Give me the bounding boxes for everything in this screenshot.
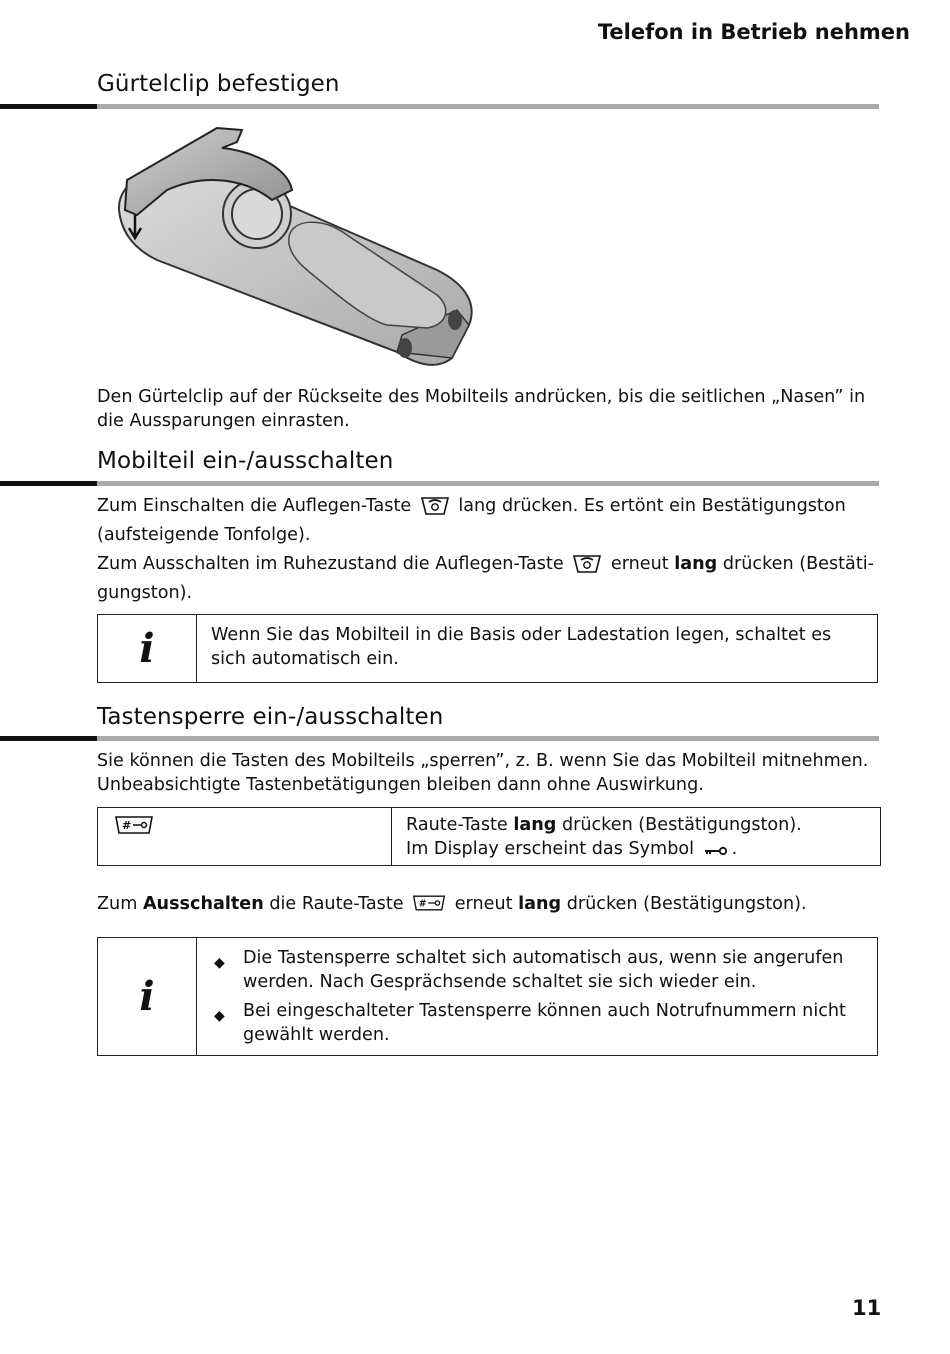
info-icon-cell xyxy=(98,938,197,1055)
info-bullet-item: ◆ Die Tastensperre schaltet sich automatisch aus, wenn sie angerufen werden. Nach Gesprächsende schaltet sie sich wieder ein. xyxy=(214,948,844,992)
key-description-line2: Im Display erscheint das Symbol . xyxy=(406,837,802,863)
power-on-paragraph: Zum Einschalten die Auflegen-Taste lang drücken. Es ertönt ein Bestätigungston (aufsteigende Tonfolge). xyxy=(97,496,846,545)
info-bullet-list xyxy=(210,946,863,1052)
running-header: Telefon in Betrieb nehmen xyxy=(597,20,910,44)
section-rule-gray xyxy=(97,736,879,741)
diamond-bullet-icon: ◆ xyxy=(214,955,225,971)
power-off-paragraph: Zum Ausschalten im Ruhezustand die Auflegen-Taste erneut lang drücken (Bestäti-gungston). xyxy=(97,554,874,603)
section-rule-gray xyxy=(97,481,879,486)
keylock-off-instructions: Zum Ausschalten die Raute-Taste # erneut lang drücken (Bestätigungston). xyxy=(97,892,887,921)
section-rule-dark xyxy=(0,481,97,486)
info-text: Wenn Sie das Mobilteil in die Basis oder Ladestation legen, schaltet es sich automatisch ein. xyxy=(211,625,832,669)
section-title-power: Mobilteil ein-/ausschalten xyxy=(97,448,394,474)
svg-text:#: # xyxy=(122,819,132,832)
info-box-power xyxy=(97,614,878,683)
key-lock-icon xyxy=(703,839,729,863)
keylock-intro: Sie können die Tasten des Mobilteils „sperren”, z. B. wenn Sie das Mobilteil mitnehmen. Unbeabsichtigte Tastenbetätigungen bleiben dann ohne Auswirkung. xyxy=(97,751,869,795)
section-rule-dark xyxy=(0,736,97,741)
key-cell xyxy=(98,808,392,865)
handset-belt-clip-illustration xyxy=(97,120,487,380)
info-icon: i xyxy=(139,625,155,672)
diamond-bullet-icon: ◆ xyxy=(214,1008,225,1024)
section-title-belt-clip: Gürtelclip befestigen xyxy=(97,71,340,97)
info-box-keylock xyxy=(97,937,878,1056)
end-call-key-icon xyxy=(572,552,602,581)
hash-key-icon xyxy=(412,892,446,921)
info-icon: i xyxy=(139,973,155,1020)
key-description-line1: Raute-Taste lang drücken (Bestätigungston). xyxy=(406,815,802,835)
section-rule-dark xyxy=(0,104,97,109)
info-bullet-item: ◆ Bei eingeschalteter Tastensperre können auch Notrufnummern nicht gewählt werden. xyxy=(214,1001,846,1045)
end-call-key-icon xyxy=(420,494,450,523)
hash-key-icon xyxy=(114,814,154,840)
belt-clip-instructions: Den Gürtelclip auf der Rückseite des Mobilteils andrücken, bis die seitlichen „Nasen” in die Aussparungen einrasten. xyxy=(97,387,866,431)
info-icon-cell xyxy=(98,615,197,682)
section-title-keylock: Tastensperre ein-/ausschalten xyxy=(97,704,444,730)
keylock-table xyxy=(97,807,881,866)
key-description xyxy=(406,813,802,863)
page-number: 11 xyxy=(852,1296,882,1320)
section-rule-gray xyxy=(97,104,879,109)
power-instructions xyxy=(97,494,887,610)
svg-text:#: # xyxy=(418,898,427,910)
